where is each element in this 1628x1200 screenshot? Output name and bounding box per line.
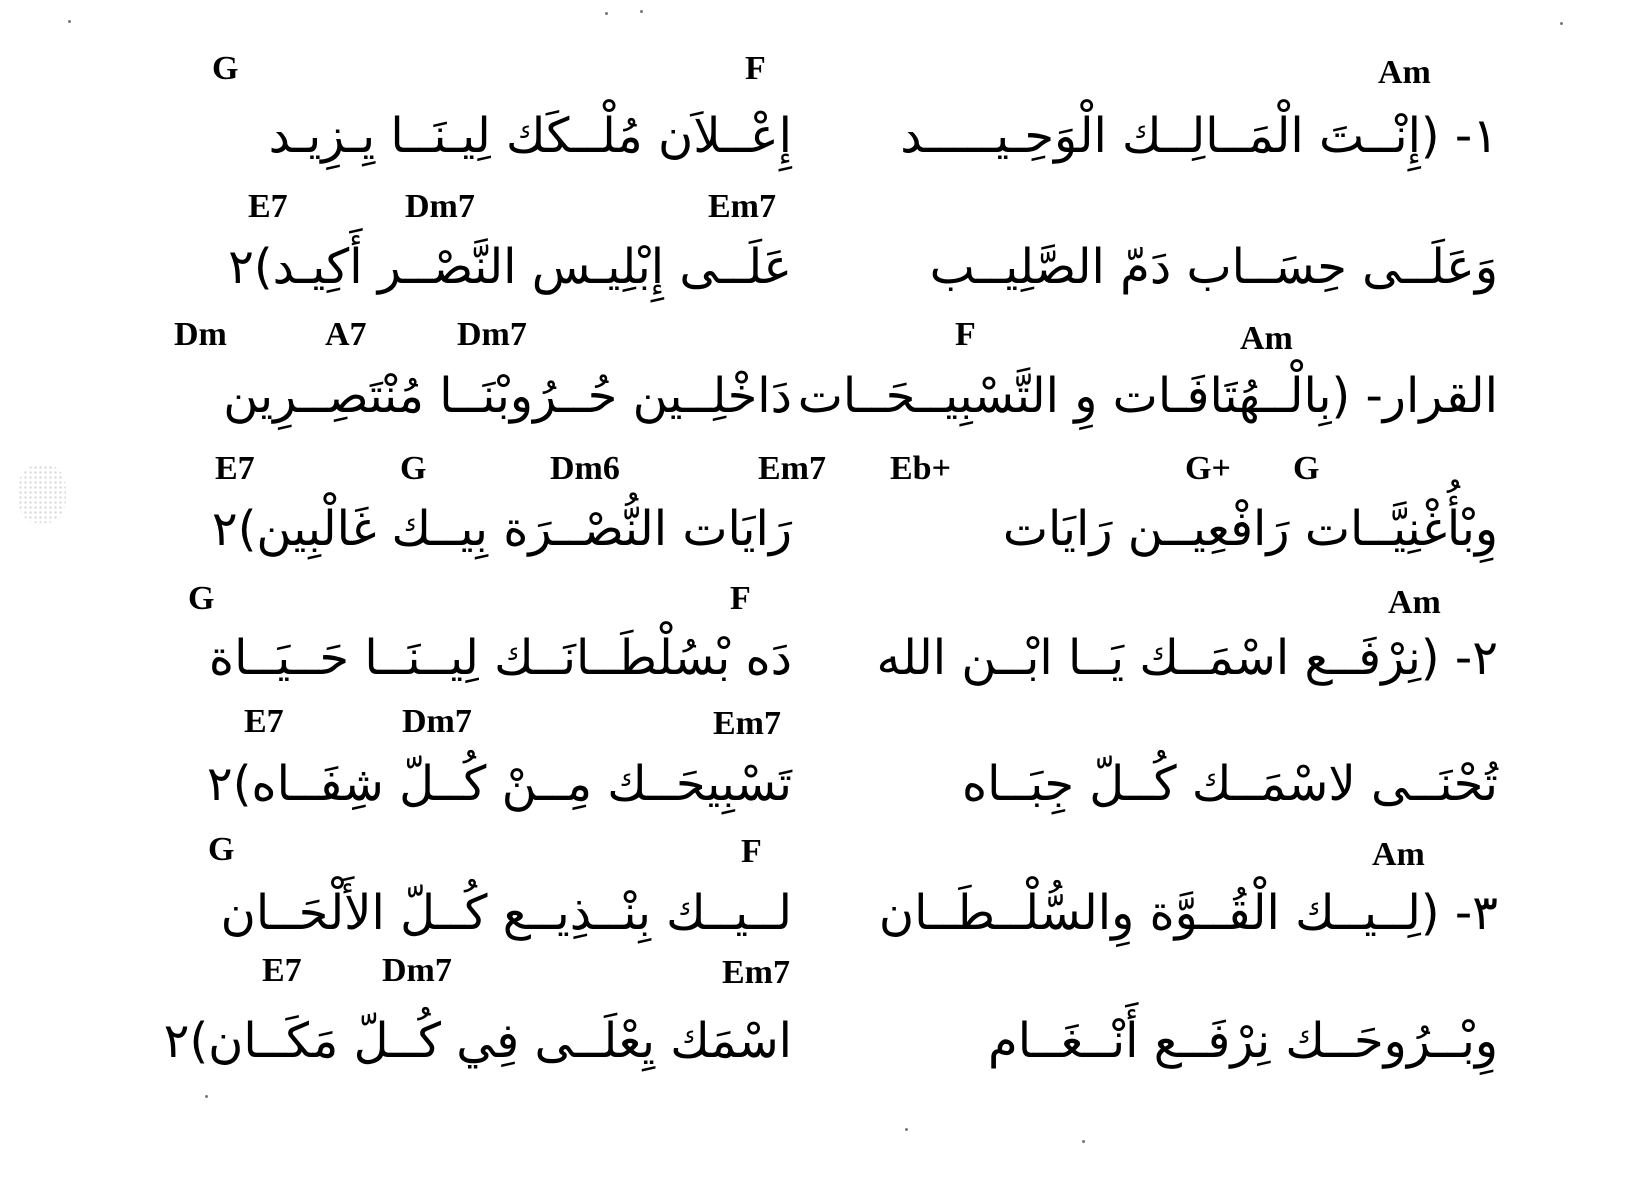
chord: Dm [174, 316, 227, 353]
scan-speck [205, 1095, 208, 1098]
scan-speck [605, 12, 608, 15]
chord: F [745, 50, 766, 87]
chord: G [188, 580, 215, 617]
lyric-line-right: ٣- (لِــيــك الْقُــوَّة وِالسُّلْــطَــان [878, 885, 1498, 941]
chord: Am [1240, 320, 1293, 357]
lyric-line-right: وَعَلَــى حِسَــاب دَمّ الصَّلِيــب [929, 239, 1498, 295]
lyric-line-left: رَايَات النُّصْــرَة بِيــك غَالْبِين)٢ [211, 501, 792, 557]
chord: Dm7 [382, 952, 452, 989]
chord: F [741, 833, 762, 870]
chord: E7 [248, 188, 288, 225]
scan-speck [905, 1128, 908, 1131]
chord: G [400, 450, 427, 487]
chord: Em7 [758, 450, 826, 487]
chord: G [212, 50, 239, 87]
scan-speck [1560, 22, 1563, 25]
lyric-line-right: ١- (إِنْــتَ الْمَــالِــك الْوَحِـيـــــد [900, 108, 1498, 164]
chord: E7 [215, 450, 255, 487]
lyric-line-left: لــيــك بِنْــذِيــع كُــلّ الأَلْحَــان [220, 885, 792, 941]
chord: Dm7 [405, 188, 475, 225]
scan-speck [68, 20, 71, 23]
lyric-line-left: إِعْــلاَن مُلْــكَك لِيـنَــا يِـزِيـد [268, 108, 792, 164]
chord: Dm7 [457, 316, 527, 353]
chord: Dm7 [402, 703, 472, 740]
chord: Em7 [708, 188, 776, 225]
lyric-line-left: تَسْبِيحَــك مِــنْ كُــلّ شِفَــاه)٢ [206, 756, 792, 812]
chord: Am [1388, 584, 1441, 621]
chord: E7 [244, 703, 284, 740]
chord: Am [1372, 836, 1425, 873]
lyric-line-right: ٢- (نِرْفَــع اسْمَــك يَــا ابْــن الله [876, 630, 1498, 686]
scan-speck [640, 10, 643, 13]
chord: F [730, 580, 751, 617]
lyric-line-right: وِبْأُغْنِيَّــات رَافْعِيــن رَايَات [1002, 501, 1498, 557]
lyric-line-left: عَلَــى إِبْلِيـس النَّصْــر أَكِيـد)٢ [228, 239, 792, 295]
chord: F [955, 316, 976, 353]
lyric-line-right: وِبْــرُوحَــك نِرْفَــع أَنْــغَــام [988, 1013, 1498, 1069]
chord: Em7 [713, 705, 781, 742]
lyric-line-left: دَه بْسُلْطَــانَــك لِيــنَــا حَــيَــاة [208, 630, 792, 686]
lyric-line-right: القرار- (بِالْــهُتَافَـات وِ التَّسْبِيــحَــات [797, 368, 1498, 424]
chord: G [208, 831, 235, 868]
chord: Em7 [722, 954, 790, 991]
chord: Am [1378, 54, 1431, 91]
lyric-line-left: دَاخْلِــين حُــرُوبْنَــا مُنْتَصِــرِين [223, 368, 792, 424]
chord: G [1293, 450, 1320, 487]
lyric-line-left: اسْمَك يِعْلَــى فِي كُــلّ مَكَــان)٢ [163, 1013, 792, 1069]
chord: Dm6 [550, 450, 620, 487]
chord: A7 [325, 316, 367, 353]
scan-speck [1082, 1140, 1085, 1143]
chord: G+ [1185, 450, 1231, 487]
chord: E7 [262, 952, 302, 989]
scan-smudge [18, 465, 66, 523]
chord: Eb+ [890, 450, 951, 487]
lyric-line-right: تُحْنَــى لاسْمَــك كُــلّ جِبَــاه [961, 756, 1498, 812]
